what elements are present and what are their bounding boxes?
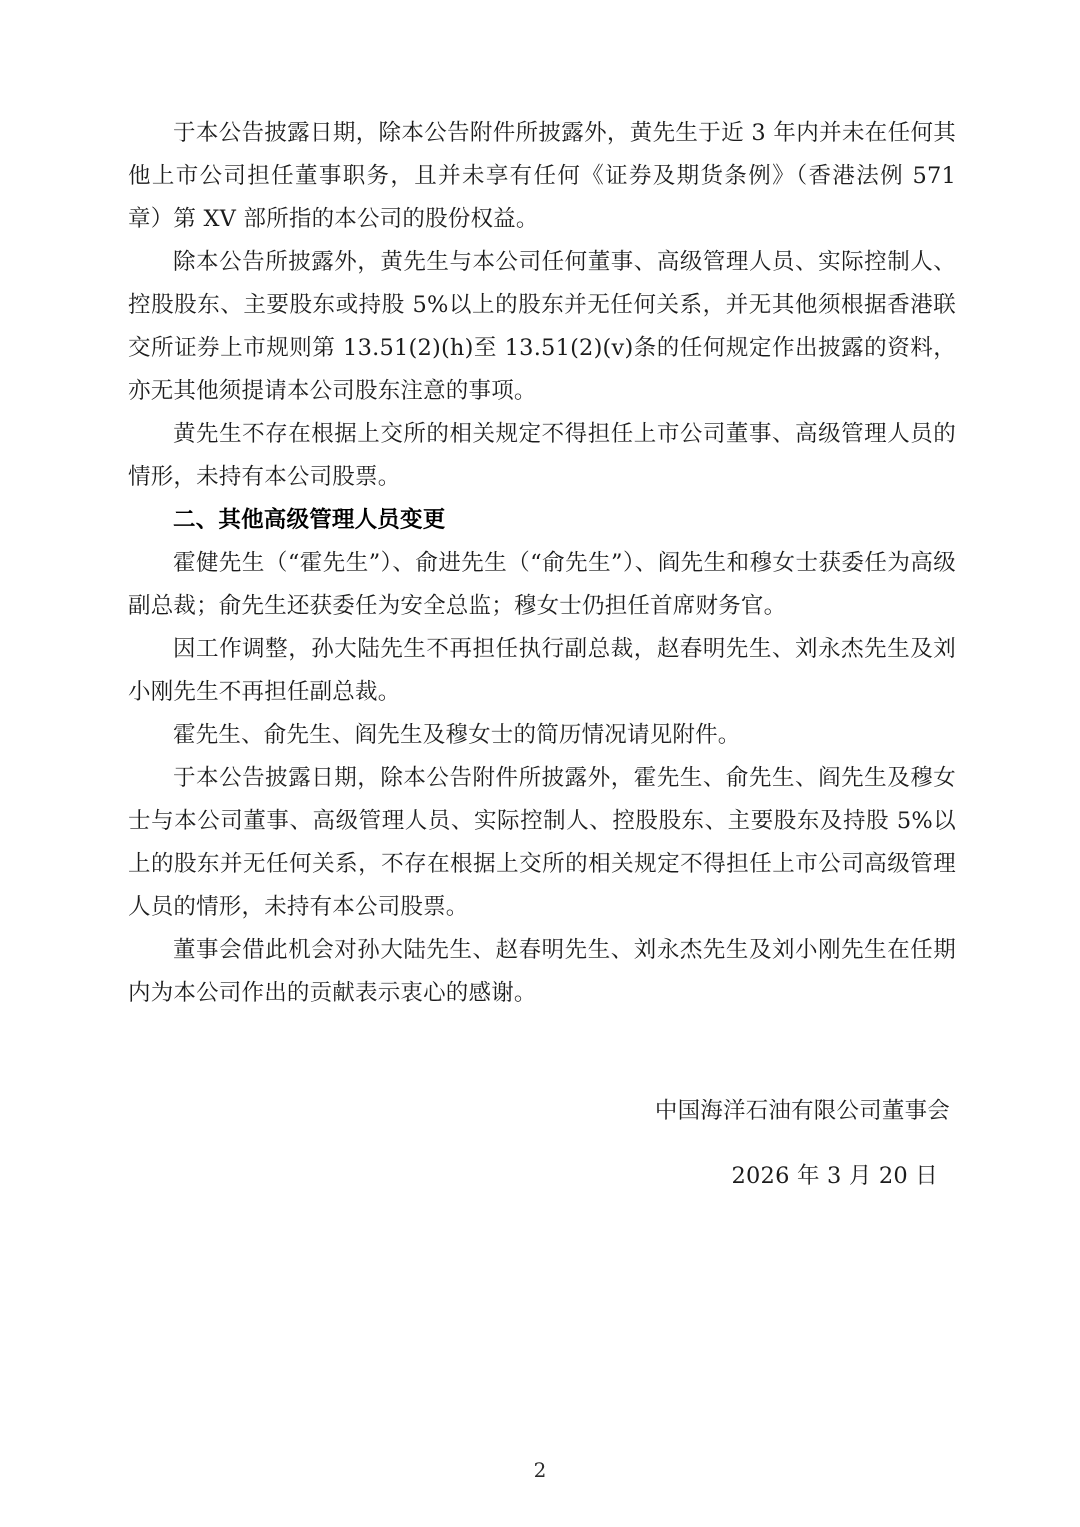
paragraph-resume-appendix: 霍先生、俞先生、阎先生及穆女士的简历情况请见附件。 (173, 722, 741, 748)
heading-other-senior-management-changes: 二、其他高级管理人员变更 (173, 507, 446, 533)
paragraph-officers-no-relationship: 于本公告披露日期，除本公告附件所披露外，霍先生、俞先生、阎先生及穆女士与本公司董事、高级管理人员、实际控制人、控股股东、主要股东及持股 5%以上的股东并无任何关系，不存在根据上交所的相关规定不得担任上市公司高级管理人员的情形，未持有本公司股票。 (128, 765, 956, 920)
paragraph-huang-no-disqualification: 黄先生不存在根据上交所的相关规定不得担任上市公司董事、高级管理人员的情形，未持有本公司股票。 (128, 421, 956, 490)
paragraph-huang-no-relationship: 除本公告所披露外，黄先生与本公司任何董事、高级管理人员、实际控制人、控股股东、主要股东或持股 5%以上的股东并无任何关系，并无其他须根据香港联交所证券上市规则第 13.51(2)(h)至 13.51(2)(v)条的任何规定作出披露的资料，亦无其他须提请本公司股东注意的事项。 (128, 249, 956, 404)
signature-date: 2026 年 3 月 20 日 (731, 1163, 938, 1189)
signature-company-name: 中国海洋石油有限公司董事会 (654, 1098, 950, 1124)
page-number: 2 (533, 1458, 547, 1482)
paragraph-board-thanks: 董事会借此机会对孙大陆先生、赵春明先生、刘永杰先生及刘小刚先生在任期内为本公司作出的贡献表示衷心的感谢。 (128, 937, 956, 1006)
document-body (128, 112, 956, 1015)
paragraph-new-appointments: 霍健先生（“霍先生”）、俞进先生（“俞先生”）、阎先生和穆女士获委任为高级副总裁；俞先生还获委任为安全总监；穆女士仍担任首席财务官。 (128, 550, 956, 619)
paragraph-huang-other-directorships: 于本公告披露日期，除本公告附件所披露外，黄先生于近 3 年内并未在任何其他上市公司担任董事职务，且并未享有任何《证券及期货条例》（香港法例 571 章）第 XV 部所指的本公司的股份权益。 (128, 120, 956, 232)
paragraph-departures: 因工作调整，孙大陆先生不再担任执行副总裁，赵春明先生、刘永杰先生及刘小刚先生不再担任副总裁。 (128, 636, 956, 705)
signature-block (128, 1090, 956, 1198)
